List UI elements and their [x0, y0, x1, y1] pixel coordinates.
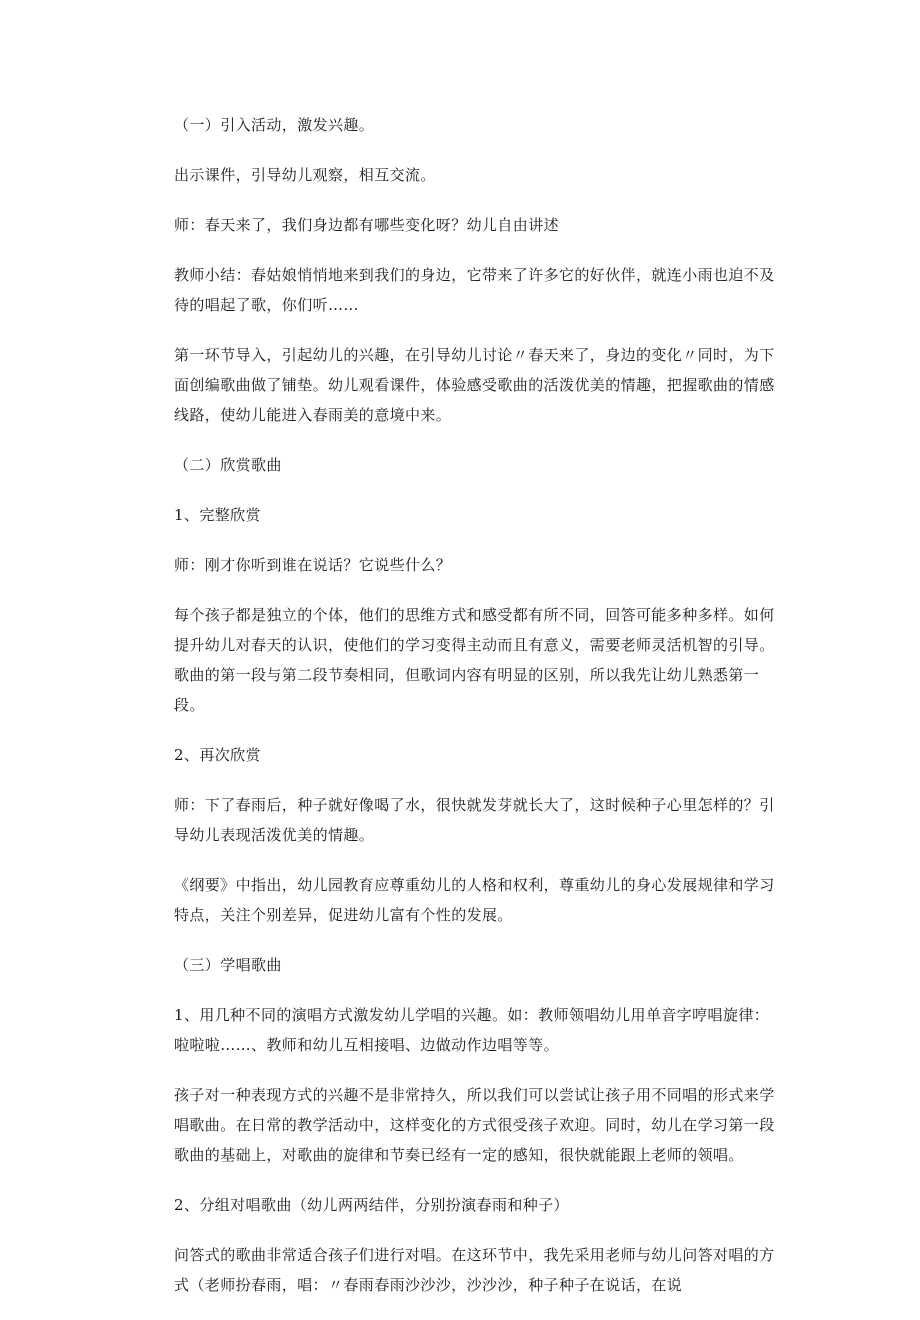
paragraph: 第一环节导入，引起幼儿的兴趣，在引导幼儿讨论〃春天来了，身边的变化〃同时，为下面创编歌曲做了铺垫。幼儿观看课件，体验感受歌曲的活泼优美的情趣，把握歌曲的情感线路，使幼儿能进入春雨美的意境中来。	[174, 346, 775, 424]
section-heading-3: （三）学唱歌曲	[174, 956, 282, 974]
paragraph: 出示课件，引导幼儿观察，相互交流。	[174, 166, 436, 184]
paragraph: 1、用几种不同的演唱方式激发幼儿学唱的兴趣。如：教师领唱幼儿用单音字哼唱旋律：啦啦啦……、教师和幼儿互相接唱、边做动作边唱等等。	[174, 1006, 770, 1054]
paragraph: 师：春天来了，我们身边都有哪些变化呀？幼儿自由讲述	[174, 216, 560, 234]
section-heading-1: （一）引入活动，激发兴趣。	[174, 116, 375, 134]
subheading: 2、分组对唱歌曲（幼儿两两结伴，分别扮演春雨和种子）	[174, 1196, 569, 1214]
paragraph: 《纲要》中指出，幼儿园教育应尊重幼儿的人格和权利，尊重幼儿的身心发展规律和学习特点，关注个别差异，促进幼儿富有个性的发展。	[174, 876, 775, 924]
paragraph: 问答式的歌曲非常适合孩子们进行对唱。在这环节中，我先采用老师与幼儿问答对唱的方式（老师扮春雨，唱：〃春雨春雨沙沙沙，沙沙沙，种子种子在说话，在说	[174, 1246, 775, 1294]
document-body	[174, 110, 778, 1320]
paragraph: 师：下了春雨后，种子就好像喝了水，很快就发芽就长大了，这时候种子心里怎样的？引导幼儿表现活泼优美的情趣。	[174, 796, 775, 844]
paragraph: 师：刚才你听到谁在说话？它说些什么？	[174, 556, 452, 574]
paragraph: 教师小结：春姑娘悄悄地来到我们的身边，它带来了许多它的好伙伴，就连小雨也迫不及待的唱起了歌，你们听……	[174, 266, 775, 314]
subheading: 2、再次欣赏	[174, 746, 261, 764]
section-heading-2: （二）欣赏歌曲	[174, 456, 282, 474]
paragraph: 每个孩子都是独立的个体，他们的思维方式和感受都有所不同，回答可能多种多样。如何提升幼儿对春天的认识，使他们的学习变得主动而且有意义，需要老师灵活机智的引导。歌曲的第一段与第二段节奏相同，但歌词内容有明显的区别，所以我先让幼儿熟悉第一段。	[174, 606, 775, 714]
paragraph: 孩子对一种表现方式的兴趣不是非常持久，所以我们可以尝试让孩子用不同唱的形式来学唱歌曲。在日常的教学活动中，这样变化的方式很受孩子欢迎。同时，幼儿在学习第一段歌曲的基础上，对歌曲的旋律和节奏已经有一定的感知，很快就能跟上老师的领唱。	[174, 1086, 775, 1164]
subheading: 1、完整欣赏	[174, 506, 261, 524]
